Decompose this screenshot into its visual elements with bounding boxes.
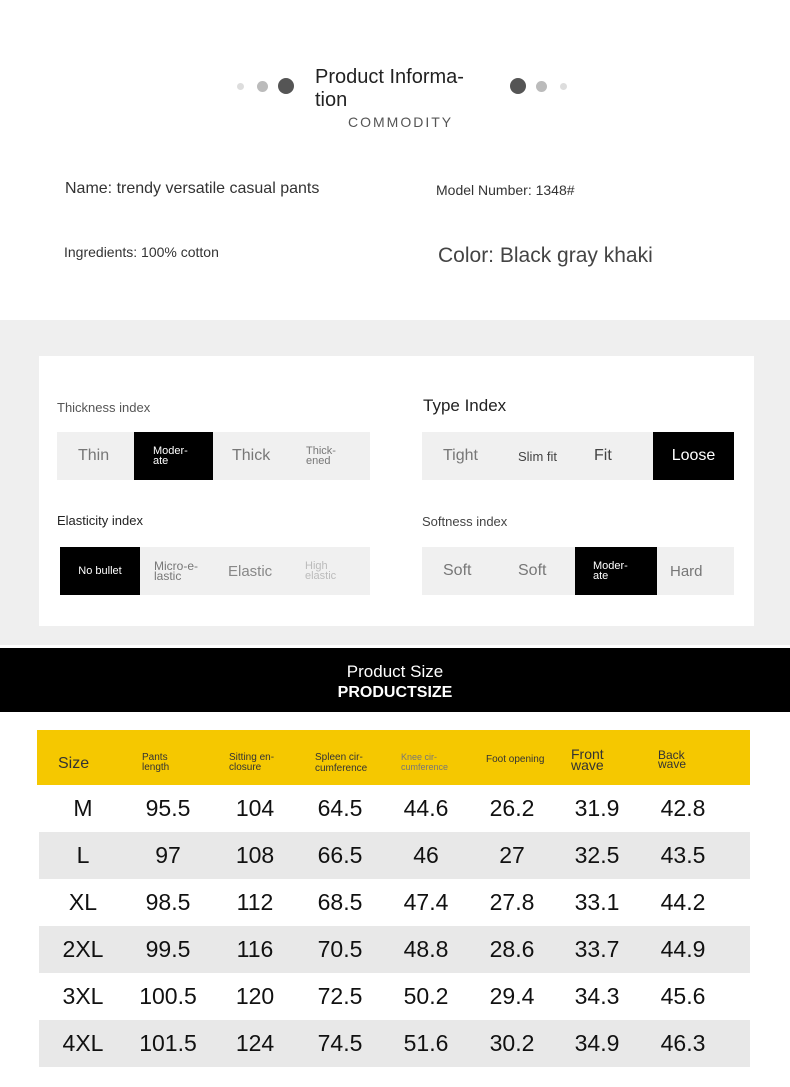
measurement-cell: 64.5 — [317, 795, 363, 821]
measurement-cell: 46.3 — [660, 1030, 706, 1056]
table-row — [39, 785, 750, 832]
column-header-knee-circumference: Knee cir- cumference — [401, 752, 449, 772]
measurement-cell: 68.5 — [317, 889, 363, 915]
size-cell: 4XL — [62, 1030, 104, 1056]
size-cell: M — [73, 795, 93, 821]
softness-option-hard: Hard — [670, 562, 703, 580]
table-row — [39, 973, 750, 1020]
page-subtitle: COMMODITY — [348, 114, 454, 130]
measurement-cell: 100.5 — [139, 983, 197, 1009]
decorative-dot — [510, 78, 526, 94]
size-section-title: Product Size — [346, 662, 444, 681]
softness-option-moderate: Moder- ate — [575, 547, 657, 595]
decorative-dot — [278, 78, 294, 94]
type-option-fit: Fit — [594, 447, 612, 464]
ingredients: Ingredients: 100% cotton — [64, 244, 219, 260]
measurement-cell: 72.5 — [317, 983, 363, 1009]
measurement-cell: 66.5 — [317, 842, 363, 868]
measurement-cell: 27.8 — [489, 889, 535, 915]
size-cell: L — [76, 842, 90, 868]
column-header-spleen-circumference: Spleen cir- cumference — [315, 752, 368, 774]
measurement-cell: 32.5 — [574, 842, 620, 868]
table-row — [39, 832, 750, 879]
color-options: Color: Black gray khaki — [438, 244, 653, 267]
product-info-header — [0, 0, 790, 150]
measurement-cell: 28.6 — [489, 936, 535, 962]
decorative-dot — [560, 83, 567, 90]
measurement-cell: 99.5 — [145, 936, 191, 962]
softness-index-label: Softness index — [422, 514, 508, 529]
elasticity-index-label: Elasticity index — [57, 513, 143, 528]
column-header-pants-length: Pants length — [142, 752, 170, 773]
thickness-option-moderate: Moder- ate — [134, 432, 213, 480]
measurement-cell: 29.4 — [489, 983, 535, 1009]
measurement-cell: 70.5 — [317, 936, 363, 962]
measurement-cell: 45.6 — [660, 983, 706, 1009]
model-number: Model Number: 1348# — [436, 182, 575, 198]
thickness-option-thin: Thin — [78, 447, 110, 464]
type-index-scale — [422, 432, 734, 480]
size-cell: 3XL — [62, 983, 104, 1009]
table-row — [39, 1020, 750, 1067]
measurement-cell: 30.2 — [489, 1030, 535, 1056]
measurement-cell: 27 — [499, 842, 525, 868]
type-option-loose: Loose — [653, 432, 734, 480]
softness-option-soft-2: Soft — [518, 562, 547, 579]
measurement-cell: 44.9 — [660, 936, 706, 962]
type-index-label: Type Index — [423, 396, 507, 415]
measurement-cell: 42.8 — [660, 795, 706, 821]
measurement-cell: 50.2 — [403, 983, 449, 1009]
elasticity-option-no-bullet: No bullet — [60, 547, 140, 595]
measurement-cell: 44.6 — [403, 795, 449, 821]
decorative-dot — [257, 81, 268, 92]
measurement-cell: 33.1 — [574, 889, 620, 915]
measurement-cell: 116 — [236, 936, 274, 962]
softness-index-scale — [422, 547, 734, 595]
measurement-cell: 104 — [235, 795, 275, 821]
measurement-cell: 33.7 — [574, 936, 620, 962]
softness-option-soft: Soft — [443, 562, 472, 579]
measurement-cell: 51.6 — [403, 1030, 449, 1056]
measurement-cell: 112 — [236, 889, 274, 915]
size-cell: XL — [68, 889, 98, 915]
column-header-sitting-enclosure: Sitting en- closure — [229, 752, 275, 773]
size-table-header — [37, 730, 750, 785]
measurement-cell: 26.2 — [489, 795, 535, 821]
measurement-cell: 34.3 — [574, 983, 620, 1009]
product-size-banner — [0, 648, 790, 712]
measurement-cell: 44.2 — [660, 889, 706, 915]
elasticity-option-elastic: Elastic — [228, 562, 273, 580]
measurement-cell: 101.5 — [139, 1030, 197, 1056]
page-title: Product Informa- tion — [315, 66, 464, 111]
column-header-back-wave: Back wave — [658, 748, 687, 771]
column-header-foot-opening: Foot opening — [486, 754, 545, 765]
thickness-option-thickened: Thick- ened — [306, 445, 336, 467]
measurement-cell: 108 — [235, 842, 275, 868]
size-section-subtitle: PRODUCTSIZE — [337, 684, 453, 701]
measurement-cell: 97 — [155, 842, 181, 868]
measurement-cell: 98.5 — [145, 889, 191, 915]
decorative-dot — [237, 83, 244, 90]
measurement-cell: 120 — [235, 983, 275, 1009]
index-card — [39, 356, 754, 626]
table-row — [39, 879, 750, 926]
product-name: Name: trendy versatile casual pants — [65, 180, 320, 197]
type-option-tight: Tight — [443, 447, 478, 464]
measurement-cell: 43.5 — [660, 842, 706, 868]
column-header-size: Size — [58, 755, 90, 772]
measurement-cell: 31.9 — [574, 795, 620, 821]
measurement-cell: 34.9 — [574, 1030, 620, 1056]
measurement-cell: 48.8 — [403, 936, 449, 962]
thickness-option-thick: Thick — [232, 447, 271, 464]
thickness-index-scale — [57, 432, 370, 480]
elasticity-option-high-elastic: High elastic — [305, 560, 337, 582]
elasticity-index-scale — [60, 547, 370, 595]
measurement-cell: 74.5 — [317, 1030, 363, 1056]
type-option-slim-fit: Slim fit — [518, 448, 557, 464]
table-row — [39, 926, 750, 973]
column-header-front-wave: Front wave — [571, 746, 604, 773]
measurement-cell: 124 — [235, 1030, 275, 1056]
measurement-cell: 47.4 — [403, 889, 449, 915]
measurement-cell: 46 — [413, 842, 439, 868]
elasticity-option-micro-elastic: Micro-e- lastic — [154, 559, 198, 583]
measurement-cell: 95.5 — [145, 795, 191, 821]
size-cell: 2XL — [62, 936, 104, 962]
thickness-index-label: Thickness index — [57, 400, 151, 415]
decorative-dot — [536, 81, 547, 92]
